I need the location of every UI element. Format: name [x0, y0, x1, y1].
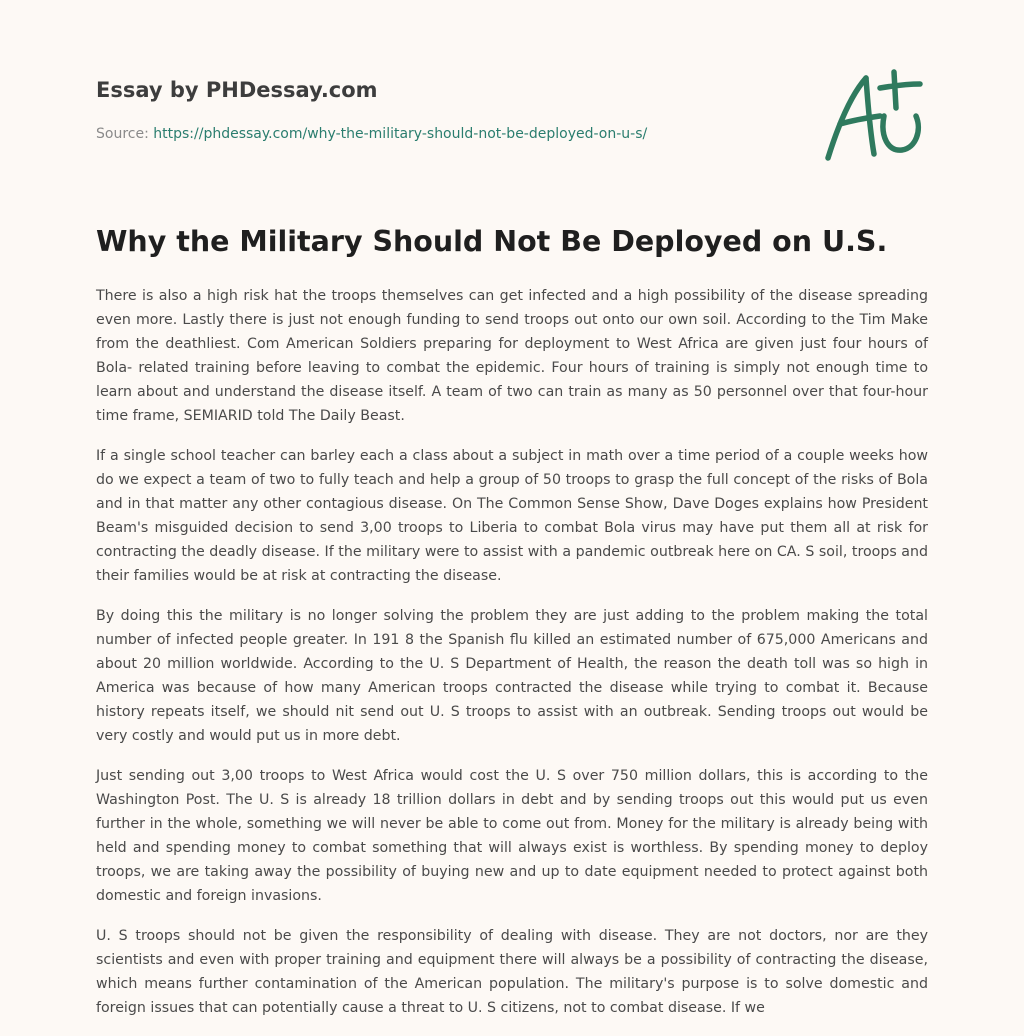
essay-paragraph: By doing this the military is no longer solving the problem they are just adding to the problem making the total number of infected people greater. In 191 8 the Spanish flu killed an estimated number of 675,000 Americans and about 20 million worldwide. According to the U. S Department of Health, the reason the death toll was so high in America was because of how many American troops contracted the disease while trying to combat it. Because history repeats itself, we should nit send out U. S troops to assist with an outbreak. Sending troops out would be very costly and would put us in more debt.	[96, 608, 928, 744]
source-label: Source:	[96, 126, 149, 142]
essay-paragraph: There is also a high risk hat the troops themselves can get infected and a high possibility of the disease spreading even more. Lastly there is just not enough funding to send troops out onto our own soil. According to the Tim Make from the deathliest. Com American Soldiers preparing for deployment to West Africa are given just four hours of Bola- related training before leaving to combat the epidemic. Four hours of training is simply not enough time to learn about and understand the disease itself. A team of two can train as many as 50 personnel over that four-hour time frame, SEMIARID told The Daily Beast.	[96, 288, 928, 424]
essay-title: Why the Military Should Not Be Deployed on U.S.	[96, 225, 888, 258]
essay-paragraph: U. S troops should not be given the responsibility of dealing with disease. They are not doctors, nor are they scientists and even with proper training and equipment there will always be a possibility of contracting the disease, which means further contamination of the American population. The military's purpose is to solve domestic and foreign issues that can potentially cause a threat to U. S citizens, not to combat disease. If we	[96, 928, 928, 1016]
a-plus-logo-icon	[818, 66, 928, 166]
source-link[interactable]: https://phdessay.com/why-the-military-should-not-be-deployed-on-u-s/	[153, 126, 648, 142]
brand-title: Essay by PHDessay.com	[96, 78, 378, 102]
essay-paragraph: Just sending out 3,00 troops to West Africa would cost the U. S over 750 million dollars, this is according to the Washington Post. The U. S is already 18 trillion dollars in debt and by sending troops out this would put us even further in the whole, something we will never be able to come out from. Money for the military is already being with held and spending money to combat something that will always exist is worthless. By spending money to deploy troops, we are taking away the possibility of buying new and up to date equipment needed to protect against both domestic and foreign invasions.	[96, 768, 928, 904]
document-header	[96, 76, 736, 144]
essay-paragraph: If a single school teacher can barley each a class about a subject in math over a time period of a couple weeks how do we expect a team of two to fully teach and help a group of 50 troops to grasp the full concept of the risks of Bola and in that matter any other contagious disease. On The Common Sense Show, Dave Doges explains how President Beam's misguided decision to send 3,00 troops to Liberia to combat Bola virus may have put them all at risk for contracting the deadly disease. If the military were to assist with a pandemic outbreak here on CA. S soil, troops and their families would be at risk at contracting the disease.	[96, 448, 928, 584]
essay-body	[96, 284, 928, 1036]
source-line	[96, 124, 736, 144]
